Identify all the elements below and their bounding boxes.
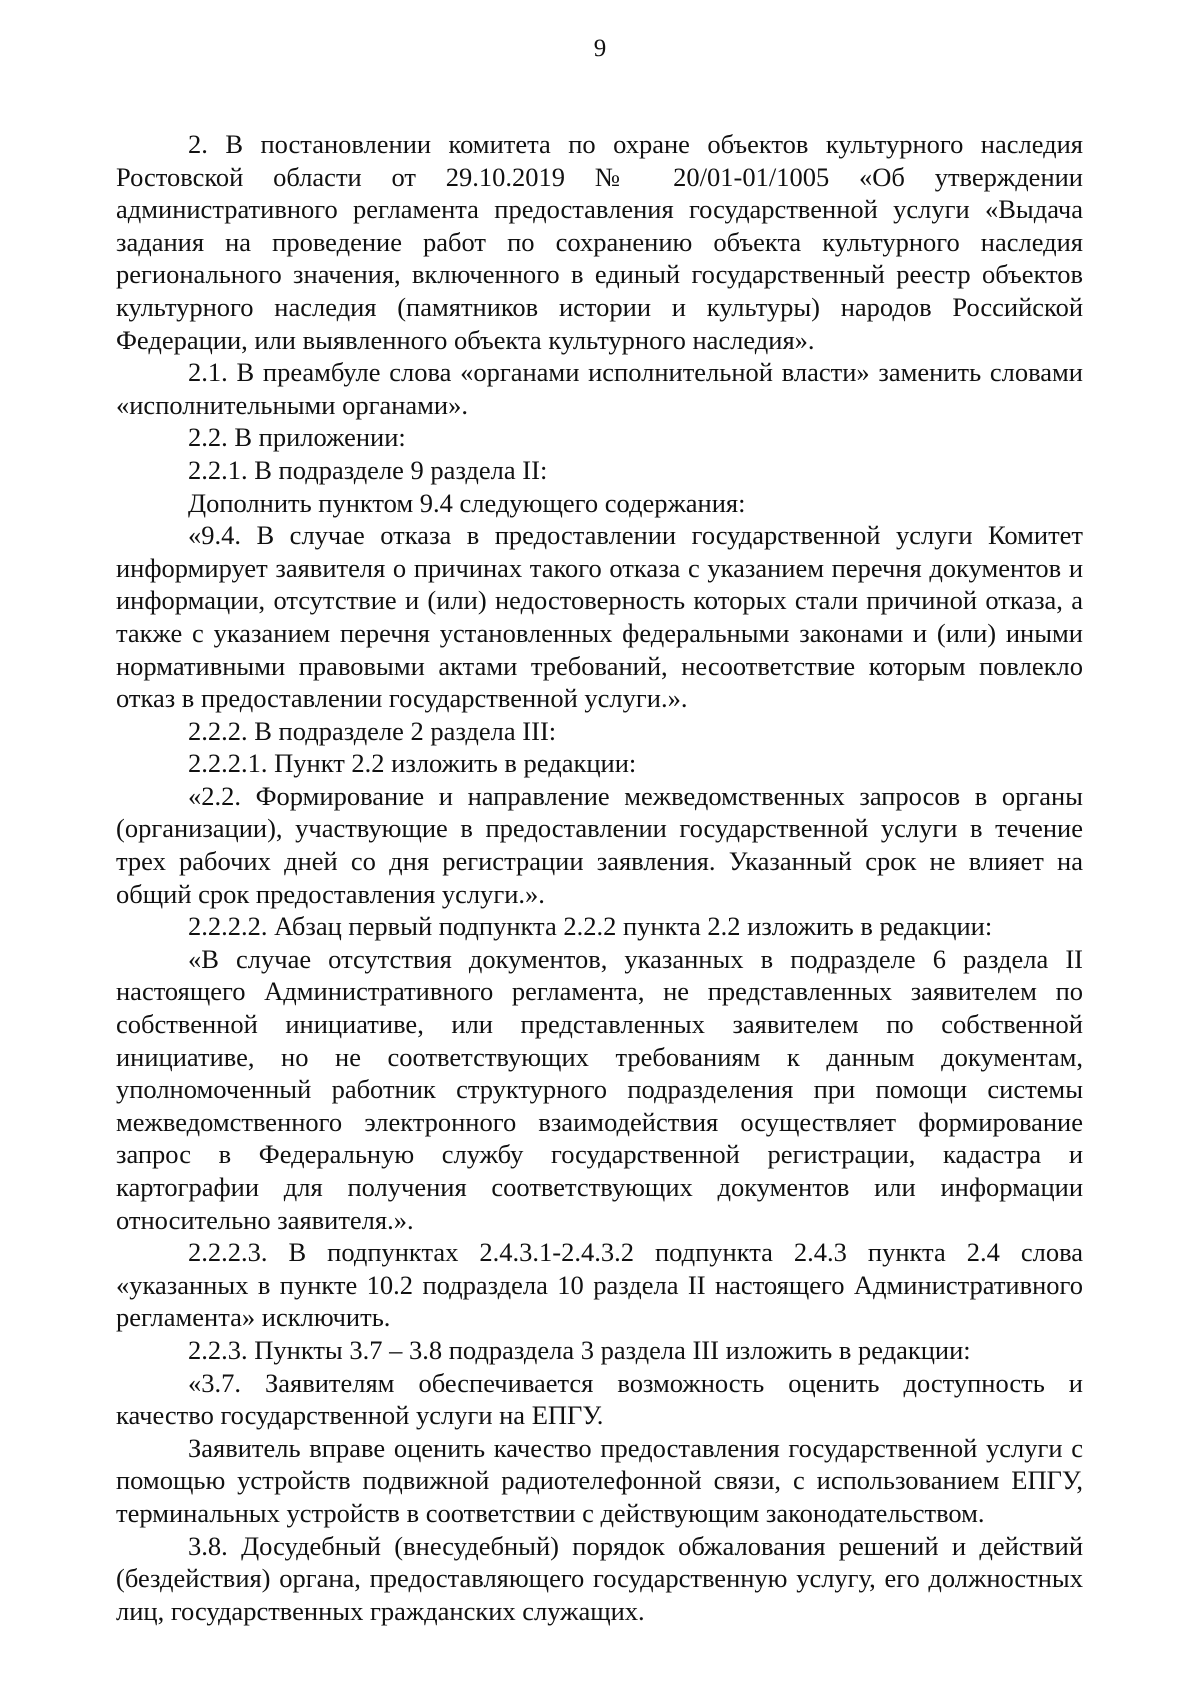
paragraph-2-2-2-2: 2.2.2.2. Абзац первый подпункта 2.2.2 пункта 2.2 изложить в редакции: — [188, 911, 993, 942]
paragraph-applicant-rating: Заявитель вправе оценить качество предоставления государственной услуги с помощью устройств подвижной радиотелефонной связи, с использованием ЕПГУ, терминальных устройств в соответствии с действующим законодательством. — [116, 1432, 1083, 1528]
paragraph-add-9-4: Дополнить пунктом 9.4 следующего содержания: — [188, 487, 746, 518]
paragraph-3-7: «3.7. Заявителям обеспечивается возможность оценить доступность и качество государственной услуги на ЕПГУ. — [116, 1367, 1083, 1431]
paragraph-2-2-2-1: 2.2.2.1. Пункт 2.2 изложить в редакции: — [188, 748, 637, 779]
paragraph-2-2-1: 2.2.1. В подразделе 9 раздела II: — [188, 454, 548, 485]
paragraph-3-8: 3.8. Досудебный (внесудебный) порядок обжалования решений и действий (бездействия) органа, предоставляющего государственную услугу, его должностных лиц, государственных гражданских служащих. — [116, 1530, 1083, 1626]
paragraph-absence-text: «В случае отсутствия документов, указанных в подразделе 6 раздела II настоящего Административного регламента, не представленных заявителем по собственной инициативе, или представленных заявителем по собственной инициативе, но не соответствующих требованиям к данным документам, уполномоченный работник структурного подразделения при помощи системы межведомственного электронного взаимодействия осуществляет формирование запрос в Федеральную службу государственной регистрации, кадастра и картографии для получения соответствующих документов или информации относительно заявителя.». — [116, 943, 1083, 1235]
paragraph-2: 2. В постановлении комитета по охране объектов культурного наследия Ростовской области от 29.10.2019 № 20/01-01/1005 «Об утверждении административного регламента предоставления государственной услуги «Выдача задания на проведение работ по сохранению объекта культурного наследия регионального значения, включенного в единый государственный реестр объектов культурного наследия (памятников истории и культуры) народов Российской Федерации, или выявленного объекта культурного наследия». — [116, 129, 1083, 355]
paragraph-2-2-2: 2.2.2. В подразделе 2 раздела III: — [188, 715, 557, 746]
paragraph-9-4-text: «9.4. В случае отказа в предоставлении государственной услуги Комитет информирует заявителя о причинах такого отказа с указанием перечня документов и информации, отсутствие и (или) недостоверность которых стали причиной отказа, а также с указанием перечня установленных федеральными законами и (или) иными нормативными правовыми актами требований, несоответствие которым повлекло отказ в предоставлении государственной услуги.». — [116, 520, 1083, 714]
paragraph-2-1: 2.1. В преамбуле слова «органами исполнительной власти» заменить словами «исполнительными органами». — [116, 357, 1083, 420]
paragraph-2-2-2-3: 2.2.2.3. В подпунктах 2.4.3.1-2.4.3.2 подпункта 2.4.3 пункта 2.4 слова «указанных в пункте 10.2 подраздела 10 раздела II настоящего Административного регламента» исключить. — [116, 1237, 1083, 1333]
paragraph-2-2-3: 2.2.3. Пункты 3.7 – 3.8 подраздела 3 раздела III изложить в редакции: — [188, 1334, 971, 1365]
document-body — [116, 128, 1083, 1627]
paragraph-2-2-text: «2.2. Формирование и направление межведомственных запросов в органы (организации), участвующие в предоставлении государственной услуги в течение трех рабочих дней со дня регистрации заявления. Указанный срок не влияет на общий срок предоставления услуги.». — [116, 780, 1083, 909]
paragraph-2-2: 2.2. В приложении: — [188, 422, 406, 453]
page-number: 9 — [593, 35, 607, 62]
